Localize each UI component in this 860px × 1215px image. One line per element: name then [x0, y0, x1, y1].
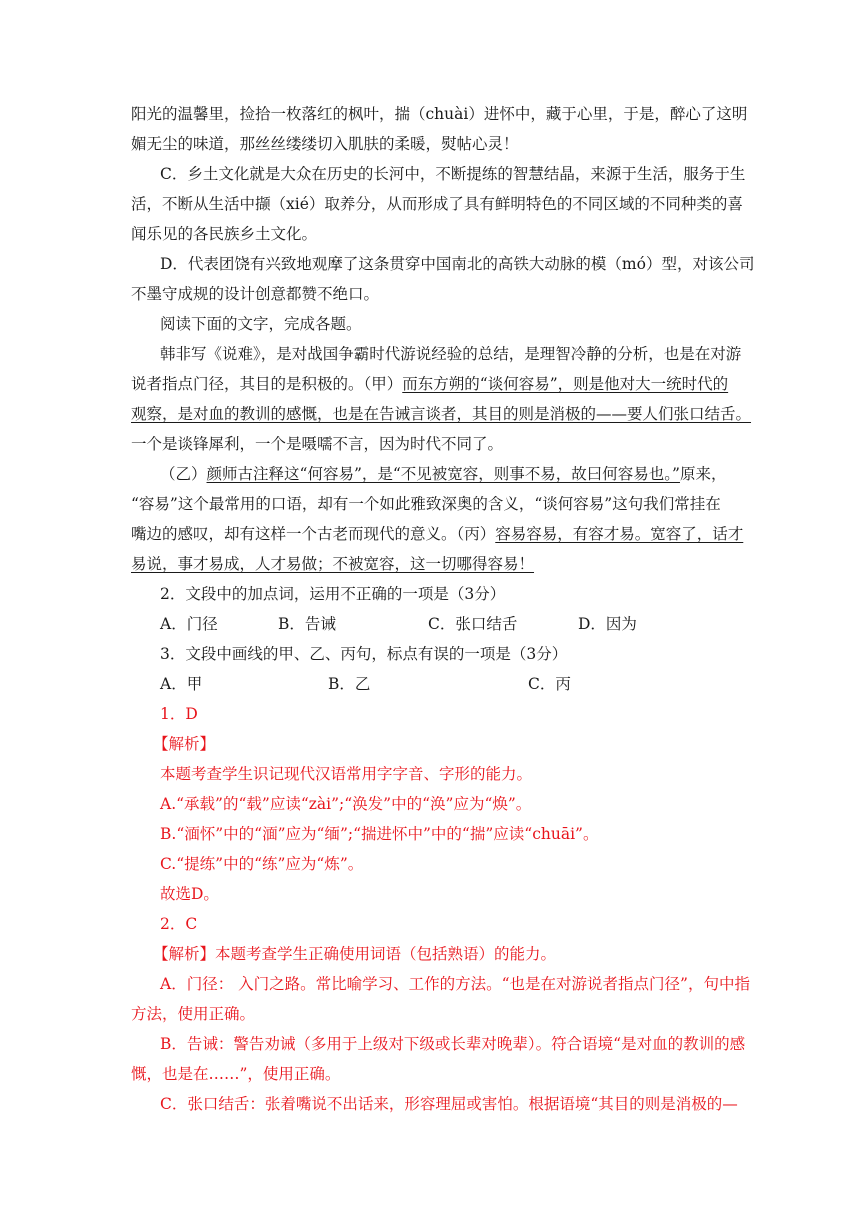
analysis-text: 方法，使用正确。: [131, 1005, 256, 1023]
question-2-stem: 2．文段中的加点词，运用不正确的一项是（3分）: [160, 585, 506, 603]
analysis-text: B．告诫：警告劝诫（多用于上级对下级或长辈对晚辈）。符合语境“是对血的教训的感: [160, 1035, 746, 1053]
analysis-label: 【解析】: [153, 945, 216, 963]
passage-line: 韩非写《说难》，是对战国争霸时代游说经验的总结，是理智冷静的分析，也是在对游: [160, 345, 742, 363]
analysis-text: C.“提练”中的“练”应为“炼”。: [160, 855, 364, 873]
passage-text: 嘴边的感叹，却有这样一个古老而现代的意义。（丙）: [131, 525, 496, 543]
question-3-options: [160, 674, 720, 694]
analysis-text: 故选D。: [160, 885, 219, 903]
analysis-text: 慨，也是在……”，使用正确。: [131, 1065, 341, 1083]
analysis-text: B.“湎怀”中的“湎”应为“缅”;“揣进怀中”中的“揣”应读“chuāi”。: [160, 825, 599, 843]
analysis-heading: [153, 944, 556, 964]
answer-1: 1．D: [160, 705, 198, 723]
analysis-text: 本题考查学生正确使用词语（包括熟语）的能力。: [215, 945, 557, 963]
instruction: 阅读下面的文字，完成各题。: [160, 315, 362, 333]
option-c-line: 闻乐见的各民族乡土文化。: [131, 225, 318, 243]
passage-line: [160, 464, 726, 484]
option-c: C．丙: [528, 675, 571, 693]
option-c-line: C．乡土文化就是大众在历史的长河中，不断提练的智慧结晶，来源于生活，服务于生: [160, 165, 746, 183]
passage-text: 说者指点门径，其目的是积极的。（甲）: [131, 375, 403, 393]
option-c-line: 活，不断从生活中撷（xié）取养分，从而形成了具有鲜明特色的不同区域的不同种类的喜: [131, 195, 743, 213]
option-a: A．门径: [160, 615, 218, 633]
analysis-text: C．张口结舌：张着嘴说不出话来，形容理屈或害怕。根据语境“其目的则是消极的—: [160, 1095, 738, 1113]
question-2-options: [160, 614, 720, 634]
option-d-line: 不墨守成规的设计创意都赞不绝口。: [131, 285, 380, 303]
passage-line: [131, 374, 728, 394]
passage-text: （乙）: [160, 465, 207, 483]
passage-line: [131, 524, 743, 544]
option-b: B．告诫: [278, 615, 336, 633]
option-b: B．乙: [328, 675, 371, 693]
passage-text: 原来，: [679, 465, 727, 483]
underlined-sentence-jia: 而东方朔的“谈何容易”，则是他对大一统时代的: [402, 375, 729, 393]
text-line: 媚无尘的味道，那丝丝缕缕切入肌肤的柔暖，熨帖心灵！: [131, 135, 519, 153]
option-d-line: D．代表团饶有兴致地观摩了这条贯穿中国南北的高铁大动脉的模（mó）型，对该公司: [160, 255, 755, 273]
option-c: C．张口结舌: [428, 615, 518, 633]
underlined-sentence-bing: 易说，事才易成，人才易做；不被宽容，这一切哪得容易！: [131, 555, 535, 573]
question-3-stem: 3．文段中画线的甲、乙、丙句，标点有误的一项是（3分）: [160, 645, 568, 663]
underlined-sentence-jia: 观察，是对血的教训的感慨，也是在告诫言谈者，其目的则是消极的——要人们张口结舌。: [131, 405, 752, 423]
passage-line: 一个是谈锋犀利，一个是嗫嚅不言，因为时代不同了。: [131, 435, 504, 453]
analysis-text: A.“承载”的“载”应读“zài”;“涣发”中的“涣”应为“焕”。: [160, 795, 532, 813]
underlined-sentence-yi: 颜师古注释这“何容易”，是“不见被宽容，则事不易，故曰何容易也。”: [206, 465, 680, 483]
answer-2: 2．C: [160, 915, 198, 933]
passage-line: “容易”这个最常用的口语，却有一个如此雅致深奥的含义，“谈何容易”这句我们常挂在: [131, 495, 721, 513]
analysis-text: A．门径： 入门之路。常比喻学习、工作的方法。“也是在对游说者指点门径”，句中指: [160, 975, 750, 993]
analysis-text: 本题考查学生识记现代汉语常用字字音、字形的能力。: [160, 765, 533, 783]
underlined-sentence-bing: 容易容易，有容才易。宽容了，话才: [495, 525, 744, 543]
text-line: 阳光的温馨里，捡拾一枚落红的枫叶，揣（chuài）进怀中，藏于心里，于是，醉心了这明: [131, 105, 748, 123]
analysis-label: 【解析】: [153, 735, 216, 753]
option-a: A．甲: [160, 675, 203, 693]
option-d: D．因为: [578, 615, 637, 633]
